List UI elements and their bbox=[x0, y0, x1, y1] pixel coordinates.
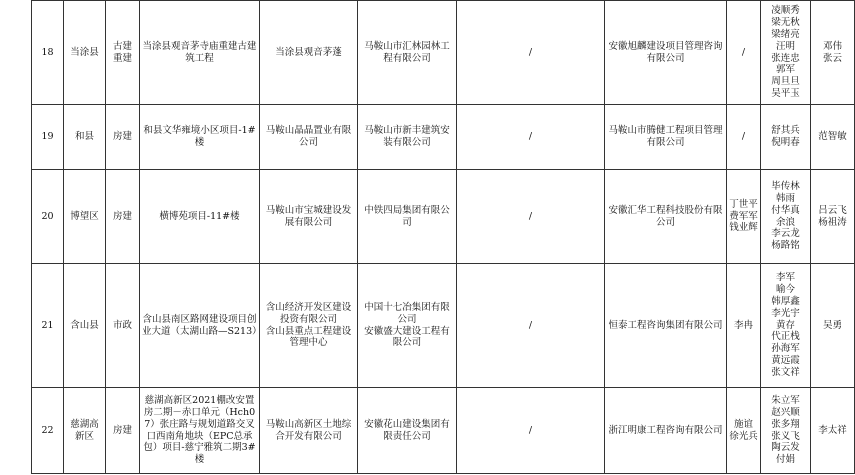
project-name: 慈湖高新区2021棚改安置房二期－赤口单元（Hch07）张庄路与规划道路交叉口西南角地块（EPC总承包）项目-慈宁雅筑二期3#楼 bbox=[140, 388, 260, 474]
project-type: 市政 bbox=[106, 264, 140, 388]
table-row bbox=[32, 388, 855, 474]
district: 含山县 bbox=[64, 264, 106, 388]
contractor-unit: 中铁四局集团有限公司 bbox=[358, 170, 457, 264]
project-type: 房建 bbox=[106, 170, 140, 264]
table-row bbox=[32, 170, 855, 264]
row-number: 21 bbox=[32, 264, 64, 388]
column-9: 丁世平 费军军 钱业辉 bbox=[727, 170, 761, 264]
column-7: / bbox=[457, 388, 605, 474]
contractor-unit: 中国十七冶集团有限公司 安徽盛大建设工程有限公司 bbox=[358, 264, 457, 388]
supervisor-unit: 安徽汇华工程科技股份有限公司 bbox=[605, 170, 727, 264]
district: 慈湖高新区 bbox=[64, 388, 106, 474]
column-7: / bbox=[457, 264, 605, 388]
personnel-list: 凌顺秀 梁无秋 梁绪亮 汪明 张连忠 郭军 周旦旦 吴平玉 bbox=[761, 1, 811, 105]
personnel-list: 舒其兵 倪明春 bbox=[761, 105, 811, 170]
builder-unit: 当涂县观音茅蓬 bbox=[260, 1, 358, 105]
supervisor-unit: 恒泰工程咨询集团有限公司 bbox=[605, 264, 727, 388]
inspector: 邓伟 张云 bbox=[811, 1, 855, 105]
supervisor-unit: 安徽旭麟建设项目管理咨询有限公司 bbox=[605, 1, 727, 105]
contractor-unit: 马鞍山市新丰建筑安装有限公司 bbox=[358, 105, 457, 170]
inspector: 范智敏 bbox=[811, 105, 855, 170]
supervisor-unit: 马鞍山市腾健工程项目管理有限公司 bbox=[605, 105, 727, 170]
row-number: 22 bbox=[32, 388, 64, 474]
row-number: 18 bbox=[32, 1, 64, 105]
project-name: 和县文华雍境小区项目-1#楼 bbox=[140, 105, 260, 170]
column-9: 施谊 徐光兵 bbox=[727, 388, 761, 474]
column-7: / bbox=[457, 1, 605, 105]
personnel-list: 李军 喻今 韩厚鑫 李光宇 黄存 代正栈 孙海军 黄远霞 张文祥 bbox=[761, 264, 811, 388]
table-row bbox=[32, 264, 855, 388]
personnel-list: 朱立军 赵兴顺 张多翔 张义飞 陶云发 付娟 bbox=[761, 388, 811, 474]
column-7: / bbox=[457, 105, 605, 170]
inspector: 吕云飞 杨祖涛 bbox=[811, 170, 855, 264]
contractor-unit: 马鞍山市汇林园林工程有限公司 bbox=[358, 1, 457, 105]
builder-unit: 马鞍山高新区土地综合开发有限公司 bbox=[260, 388, 358, 474]
contractor-unit: 安徽花山建设集团有限责任公司 bbox=[358, 388, 457, 474]
column-9: 李冉 bbox=[727, 264, 761, 388]
supervisor-unit: 浙江明康工程咨询有限公司 bbox=[605, 388, 727, 474]
builder-unit: 马鞍山市宝城建设发展有限公司 bbox=[260, 170, 358, 264]
project-name: 横博苑项目-11#楼 bbox=[140, 170, 260, 264]
column-9: / bbox=[727, 105, 761, 170]
builder-unit: 马鞍山晶晶置业有限公司 bbox=[260, 105, 358, 170]
personnel-list: 毕传林 韩雨 付华真 余浪 李云龙 杨路铭 bbox=[761, 170, 811, 264]
inspector: 吴勇 bbox=[811, 264, 855, 388]
table-row bbox=[32, 1, 855, 105]
district: 和县 bbox=[64, 105, 106, 170]
project-type: 房建 bbox=[106, 388, 140, 474]
project-table bbox=[31, 0, 855, 474]
inspector: 李太祥 bbox=[811, 388, 855, 474]
row-number: 19 bbox=[32, 105, 64, 170]
column-7: / bbox=[457, 170, 605, 264]
builder-unit: 含山经济开发区建设投资有限公司 含山县重点工程建设管理中心 bbox=[260, 264, 358, 388]
project-type: 古建 重建 bbox=[106, 1, 140, 105]
district: 当涂县 bbox=[64, 1, 106, 105]
project-name: 当涂县观音茅寺庙重建古建筑工程 bbox=[140, 1, 260, 105]
project-name: 含山县南区路网建设项目创业大道（太湖山路—S213） bbox=[140, 264, 260, 388]
table-row bbox=[32, 105, 855, 170]
column-9: / bbox=[727, 1, 761, 105]
district: 博望区 bbox=[64, 170, 106, 264]
row-number: 20 bbox=[32, 170, 64, 264]
project-type: 房建 bbox=[106, 105, 140, 170]
